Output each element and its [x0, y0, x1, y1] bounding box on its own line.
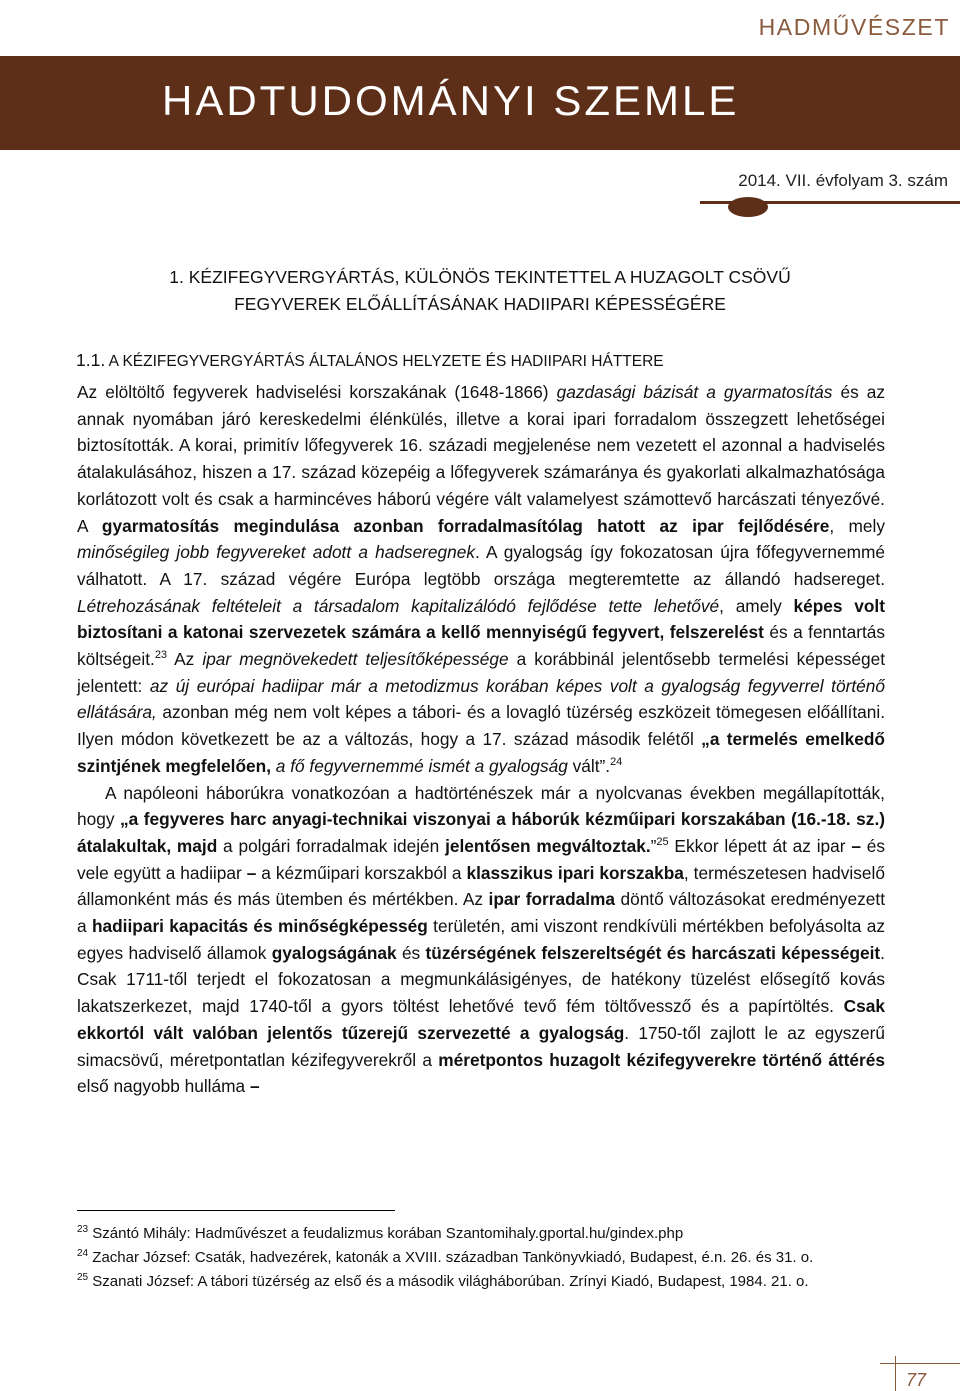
section-number: 1.1. — [76, 350, 106, 370]
footnote-23: $^{23}$ Szántó Mihály: Hadművészet a feudalizmus korában Szantomihaly.gportal.hu/gindex.php — [77, 1224, 684, 1242]
footnote-ref-23[interactable]: 23 — [154, 649, 168, 662]
chapter-heading-line2: FEGYVEREK ELŐÁLLÍTÁSÁNAK HADIIPARI KÉPESSÉGÉRE — [234, 294, 726, 314]
footnotes — [77, 1220, 885, 1292]
paragraph-1: Az elöltöltő fegyverek hadviselési korszakának (1648-1866) gazdasági bázisát a gyarmatosítás és az annak nyomában járó kereskedelmi élénkülés, illetve a korai ipari forradalom összegzett lehetőségei biztosították. A korai, primitív lőfegyverek 16. századi megjelenése nem vezetett el azonnal a hadviselés átalakulásához, hiszen a 17. század közepéig a lőfegyverek számaránya és gyakorlati alkalmazhatósága korlátozott volt és csak a harmincéves háború végére vált valamelyest számottevő harcászati tényezővé. A gyarmatosítás megindulása azonban forradalmasítólag hatott az ipar fejlődésére, mely minőségileg jobb fegyvereket adott a hadseregnek. A gyalogság így fokozatosan újra főfegyvernemmé válhatott. A 17. század végére Európa legtöbb országa megteremtette az állandó hadsereget. Létrehozásának feltételeit a társadalom kapitalizálódó fejlődése tette lehetővé, amely képes volt biztosítani a katonai szervezetek számára a kellő mennyiségű fegyvert, felszerelést és a fenntartás költségeit.$^{23}$ Az ipar megnövekedett teljesítőképessége a korábbinál jelentősebb termelési képességet jelentett: az új európai hadiipar már a metodizmus korában képes volt a gyalogság fegyverrel történő ellátására, azonban még nem volt képes a tábori- és a lovagló tüzérség eszközeit tömegesen előállítani. Ilyen módon következett be az a változás, hogy a 17. század második felétől „a termelés emelkedő szintjének megfelelően, a fő fegyvernemmé ismét a gyalogság vált”.$^{24}$ — [77, 382, 886, 776]
issue-label: 2014. VII. évfolyam 3. szám — [738, 171, 948, 190]
footnote-25: $^{25}$ Szanati József: A tábori tüzérség az első és a második világháborúban. Zrínyi Kiadó, Budapest, 1984. 21. o. — [77, 1272, 809, 1290]
journal-title: HADTUDOMÁNYI SZEMLE — [162, 77, 740, 124]
page-number-vertical-rule — [895, 1356, 896, 1391]
footnote-ref-25[interactable]: 25 — [656, 836, 669, 849]
section-heading — [76, 350, 664, 371]
section-label: HADMŰVÉSZET — [758, 14, 950, 40]
chapter-heading-line1: 1. KÉZIFEGYVERGYÁRTÁS, KÜLÖNÖS TEKINTETTEL A HUZAGOLT CSÖVŰ — [169, 267, 791, 287]
page-number-horizontal-rule — [880, 1363, 960, 1364]
header-rule-ornament — [728, 197, 768, 217]
body-text — [77, 379, 885, 1100]
page-number: 77 — [906, 1370, 927, 1390]
footnote-24: $^{24}$ Zachar József: Csaták, hadvezérek, katonák a XVIII. században Tankönyvkiadó, Budapest, é.n. 26. és 31. o. — [77, 1248, 814, 1266]
footnote-separator — [77, 1210, 395, 1211]
section-title: A KÉZIFEGYVERGYÁRTÁS ÁLTALÁNOS HELYZETE ÉS HADIIPARI HÁTTERE — [108, 353, 664, 370]
paragraph-2: A napóleoni háborúkra vonatkozóan a hadtörténészek már a nyolcvanas években megállapították, hogy „a fegyveres harc anyagi-technikai viszonyai a háborúk kézműipari korszakában (16.-18. sz.) átalakultak, majd a polgári forradalmak idején jelentősen megváltoztak.”$^{25}$ Ekkor lépett át az ipar – és vele együtt a hadiipar – a kézműipari korszakból a klasszikus ipari korszakba, természetesen hadviselő államonként más és más ütemben és mértékben. Az ipar forradalma döntő változásokat eredményezett a hadiipari kapacitás és minőségképesség területén, ami viszont rendkívüli mértékben befolyásolta az egyes hadviselő államok gyalogságának és tüzérségének felszereltségét és harcászati képességeit. Csak 1711-től terjedt el fokozatosan a megmunkálásigényes, de hatékony tüzelést elősegítő kovás lakatszerkezet, majd 1740-től a gyors töltést lehetővé tevő fém töltővessző és a papírtöltés. Csak ekkortól vált valóban jelentős tűzerejű szervezetté a gyalogság. 1750-től zajlott le az egyszerű simacsövű, méretpontatlan kézifegyverekről a méretpontos huzagolt kézifegyverekre történő áttérés első nagyobb hulláma – — [77, 782, 885, 1097]
journal-banner — [0, 56, 960, 150]
footnote-ref-24[interactable]: 24 — [610, 756, 623, 769]
